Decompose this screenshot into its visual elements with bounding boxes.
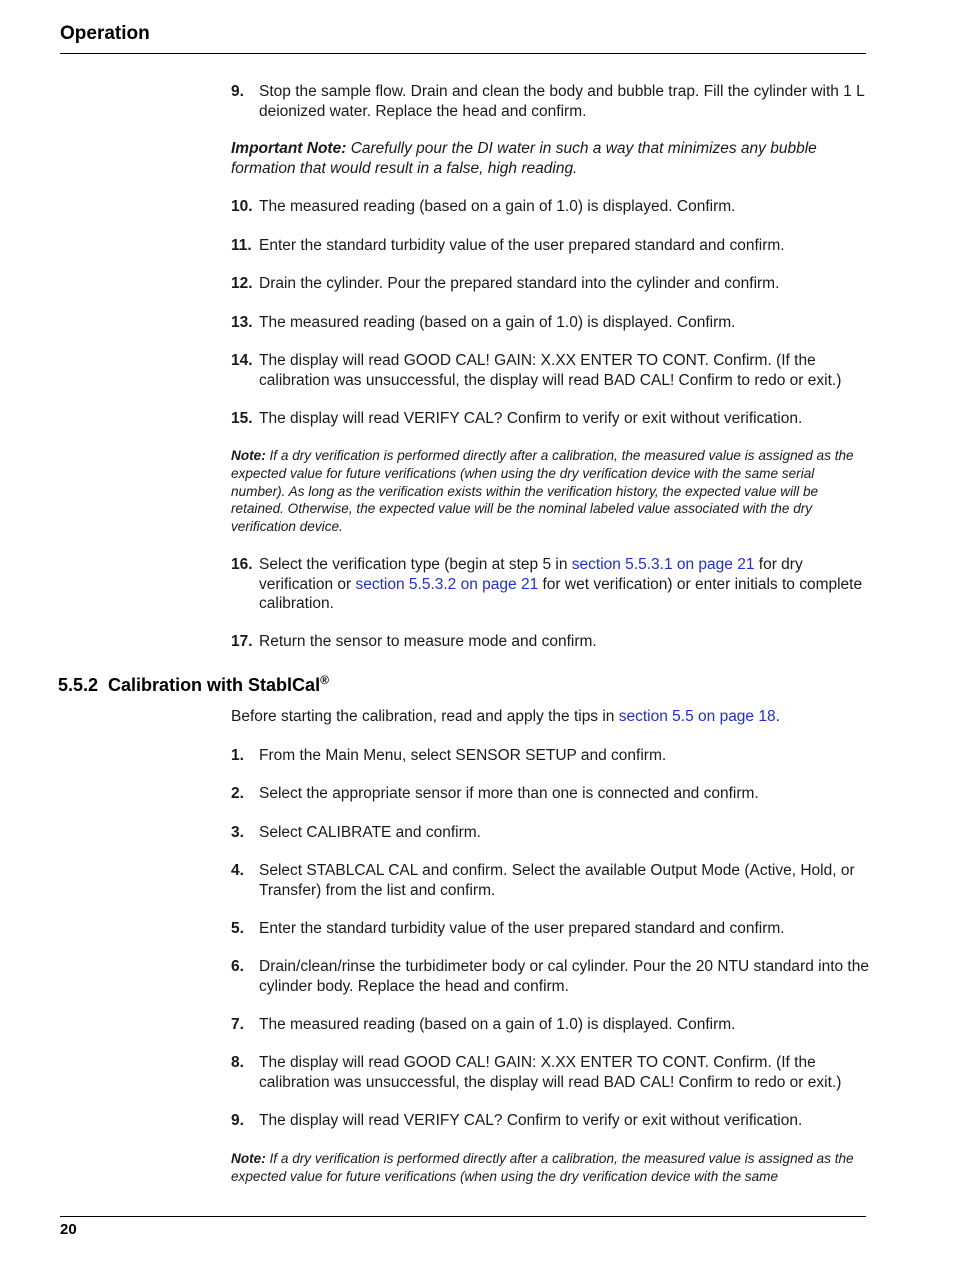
section-title: Calibration with StablCal xyxy=(108,675,321,695)
important-note-text: Carefully pour the DI water in such a way that minimizes any bubble formation that would result in a false, high reading. xyxy=(231,140,817,177)
step-text: Return the sensor to measure mode and confirm. xyxy=(259,633,597,650)
step-text: The display will read VERIFY CAL? Confirm to verify or exit without verification. xyxy=(259,410,803,427)
step-text: Select CALIBRATE and confirm. xyxy=(259,824,481,841)
step-number: 4. xyxy=(231,862,244,879)
step-text: Drain the cylinder. Pour the prepared standard into the cylinder and confirm. xyxy=(259,275,780,292)
stablcal-step-7 xyxy=(231,1015,871,1035)
step-text: Drain/clean/rinse the turbidimeter body or cal cylinder. Pour the 20 NTU standard into the cylinder body. Replace the head and confirm. xyxy=(259,958,869,995)
stablcal-step-2 xyxy=(231,784,871,804)
step-text-part: for wet verification) or enter initials to complete calibration. xyxy=(259,575,863,612)
step-text: Select the appropriate sensor if more than one is connected and confirm. xyxy=(259,785,759,802)
stablcal-step-1 xyxy=(231,746,871,766)
stablcal-step-6 xyxy=(231,957,871,996)
note-label: Note: xyxy=(231,448,266,463)
step-number: 9. xyxy=(231,83,244,100)
step-12 xyxy=(231,274,871,294)
step-text: The measured reading (based on a gain of 1.0) is displayed. Confirm. xyxy=(259,1016,736,1033)
stablcal-step-5 xyxy=(231,919,871,939)
step-number: 8. xyxy=(231,1054,244,1071)
step-text: The display will read GOOD CAL! GAIN: X.XX ENTER TO CONT. Confirm. (If the calibration was unsuccessful, the display will read BAD CAL! Confirm to redo or exit.) xyxy=(259,352,842,389)
step-17 xyxy=(231,632,871,652)
step-number: 12. xyxy=(231,275,253,292)
link-section-5-5[interactable]: section 5.5 on page 18 xyxy=(618,708,776,725)
step-number: 9. xyxy=(231,1112,244,1129)
step-15 xyxy=(231,409,871,429)
verification-note xyxy=(231,447,867,536)
step-text: From the Main Menu, select SENSOR SETUP and confirm. xyxy=(259,747,667,764)
step-number: 10. xyxy=(231,198,253,215)
header-divider xyxy=(60,53,866,54)
step-number: 14. xyxy=(231,352,253,369)
step-text-part: Select the verification type (begin at step 5 in xyxy=(259,556,572,573)
step-text: The measured reading (based on a gain of 1.0) is displayed. Confirm. xyxy=(259,198,736,215)
page-number: 20 xyxy=(60,1221,77,1238)
step-text xyxy=(259,555,871,614)
note-text: If a dry verification is performed directly after a calibration, the measured value is assigned as the expected value for future verifications (when using the dry verification device with the same serial number). As long as the verification exists within the verification history, the expected value will be retained. Otherwise, the expected value will be the nominal labeled value associated with the dry verification device. xyxy=(231,448,854,535)
step-number: 3. xyxy=(231,824,244,841)
step-text: Stop the sample flow. Drain and clean the body and bubble trap. Fill the cylinder with 1 L deionized water. Replace the head and confirm. xyxy=(259,83,865,120)
step-number: 17. xyxy=(231,633,253,650)
step-text: Select STABLCAL CAL and confirm. Select the available Output Mode (Active, Hold, or Transfer) from the list and confirm. xyxy=(259,862,855,899)
section-number: 5.5.2 xyxy=(58,675,99,695)
step-9 xyxy=(231,82,871,121)
footer-divider xyxy=(60,1216,866,1217)
stablcal-step-8 xyxy=(231,1053,871,1092)
section-intro xyxy=(231,707,871,727)
stablcal-step-3 xyxy=(231,823,871,843)
important-note-label: Important Note: xyxy=(231,140,347,157)
step-number: 5. xyxy=(231,920,244,937)
important-note xyxy=(231,139,871,179)
step-11 xyxy=(231,236,871,256)
step-number: 11. xyxy=(231,237,252,254)
step-16 xyxy=(231,555,871,614)
intro-text: Before starting the calibration, read and apply the tips in xyxy=(231,708,619,725)
step-text: Enter the standard turbidity value of the user prepared standard and confirm. xyxy=(259,237,785,254)
stablcal-step-4 xyxy=(231,861,871,900)
step-number: 16. xyxy=(231,556,253,573)
step-text: The display will read VERIFY CAL? Confirm to verify or exit without verification. xyxy=(259,1112,803,1129)
note-text: If a dry verification is performed directly after a calibration, the measured value is assigned as the expected value for future verifications (when using the dry verification device with the same xyxy=(231,1151,854,1184)
step-text-part: for dry verification or xyxy=(259,556,803,593)
step-number: 15. xyxy=(231,410,253,427)
intro-text-end: . xyxy=(775,708,780,725)
verification-note-b xyxy=(231,1150,867,1186)
step-text: The measured reading (based on a gain of 1.0) is displayed. Confirm. xyxy=(259,314,736,331)
step-text: The display will read GOOD CAL! GAIN: X.XX ENTER TO CONT. Confirm. (If the calibration was unsuccessful, the display will read BAD CAL! Confirm to redo or exit.) xyxy=(259,1054,842,1091)
registered-mark: ® xyxy=(320,673,329,687)
step-number: 2. xyxy=(231,785,244,802)
step-number: 6. xyxy=(231,958,244,975)
step-14 xyxy=(231,351,871,390)
page-header-title: Operation xyxy=(60,23,150,44)
step-number: 1. xyxy=(231,747,244,764)
note-label: Note: xyxy=(231,1151,266,1166)
step-number: 7. xyxy=(231,1016,244,1033)
stablcal-step-9 xyxy=(231,1111,871,1131)
step-text: Enter the standard turbidity value of the user prepared standard and confirm. xyxy=(259,920,785,937)
step-13 xyxy=(231,313,871,333)
step-10 xyxy=(231,197,871,217)
step-number: 13. xyxy=(231,314,253,331)
section-heading xyxy=(58,673,329,696)
link-section-5-5-3-2[interactable]: section 5.5.3.2 on page 21 xyxy=(355,575,539,593)
link-section-5-5-3-1[interactable]: section 5.5.3.1 on page 21 xyxy=(571,556,755,573)
